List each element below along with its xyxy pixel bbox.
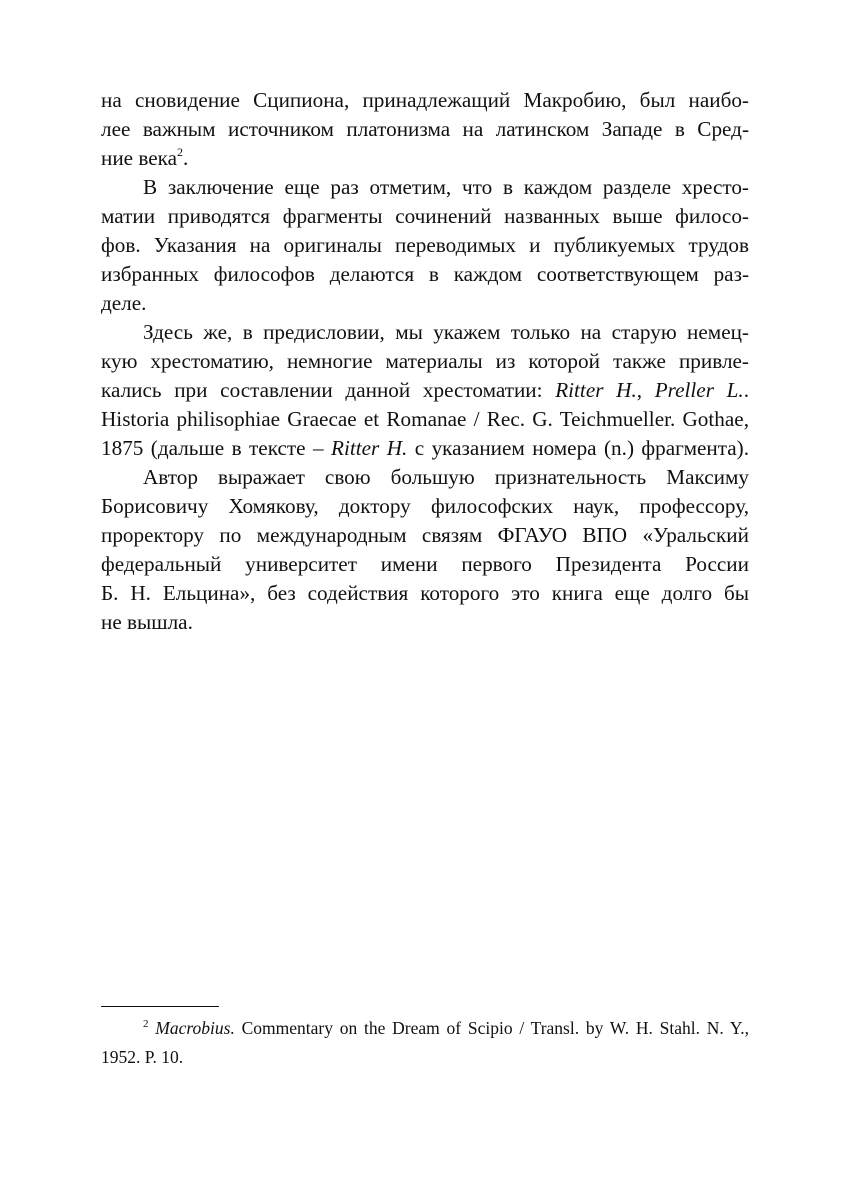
text-line: В заключение еще раз отметим, что в каждом разделе хресто-: [143, 175, 749, 199]
text-fragment: ние века: [101, 146, 178, 170]
footnote-author: Macrobius.: [155, 1018, 235, 1038]
footnote-text: Commentary on the Dream of Scipio / Transl. by W. H. Stahl. N. Y.,: [241, 1018, 749, 1038]
paragraph-1: [101, 86, 749, 173]
footnote-line: 1952. P. 10.: [101, 1047, 184, 1067]
text-line: фов. Указания на оригиналы переводимых и публикуемых трудов: [101, 233, 749, 257]
paragraph-3: [101, 318, 749, 463]
text-line: Автор выражает свою большую признательность Максиму: [143, 465, 749, 489]
text-fragment: кались при составлении данной хрестоматии:: [101, 378, 543, 402]
text-line: Здесь же, в предисловии, мы укажем только на старую немец-: [143, 320, 749, 344]
text-line: на сновидение Сципиона, принадлежащий Макробию, был наибо-: [101, 88, 749, 112]
text-line: избранных философов делаются в каждом соответствующем раз-: [101, 262, 749, 286]
text-line: кую хрестоматию, немногие материалы из которой также привле-: [101, 349, 749, 373]
text-line: матии приводятся фрагменты сочинений названных выше филосо-: [101, 204, 749, 228]
text-line: не вышла.: [101, 610, 193, 634]
text-fragment: 1875 (дальше в тексте –: [101, 436, 324, 460]
text-line: лее важным источником платонизма на латинском Западе в Сред-: [101, 117, 749, 141]
author-name: Ritter H.: [331, 436, 408, 460]
text-line: деле.: [101, 291, 147, 315]
text-fragment: с указанием номера (n.) фрагмента).: [414, 436, 749, 460]
text-line: Historia philisophiae Graecae et Romanae / Rec. G. Teichmueller. Gothae,: [101, 407, 749, 431]
text-line: федеральный университет имени первого Президента России: [101, 552, 749, 576]
text-line: [101, 144, 749, 173]
paragraph-4: [101, 463, 749, 637]
text-fragment: .: [743, 378, 750, 402]
text-line: проректору по международным связям ФГАУО ВПО «Уральский: [101, 523, 749, 547]
author-name: Preller L.: [654, 378, 744, 402]
main-text: [101, 86, 749, 637]
text-line: Борисовичу Хомякову, доктору философских наук, профессору,: [101, 494, 749, 518]
footnote-divider: [101, 1006, 219, 1007]
text-line: Б. Н. Ельцина», без содействия которого это книга еще долго бы: [101, 581, 749, 605]
footnote: [101, 1016, 749, 1074]
author-name: Ritter H.: [555, 378, 637, 402]
text-fragment: .: [183, 146, 189, 170]
footnote-marker: 2: [143, 1018, 149, 1030]
footnote-reference[interactable]: 2: [177, 145, 184, 159]
text-line: [101, 376, 749, 405]
footnote-line: [101, 1016, 749, 1045]
text-line: [101, 434, 749, 463]
paragraph-2: [101, 173, 749, 318]
text-fragment: ,: [636, 378, 643, 402]
